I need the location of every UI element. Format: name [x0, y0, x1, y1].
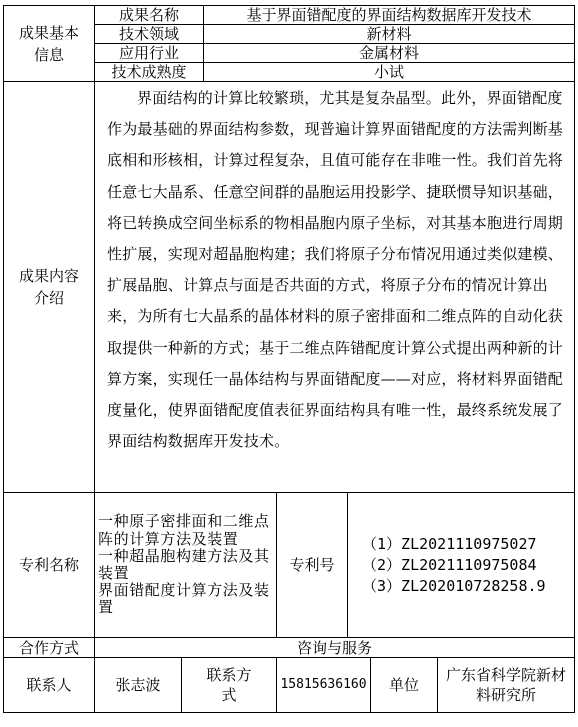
patent-name-2: 一种超晶胞构建方法及其装置 [98, 546, 270, 582]
patent-names-label: 专利名称 [4, 493, 95, 638]
industry-value: 金属材料 [204, 44, 575, 63]
achievement-info-table [3, 5, 575, 713]
tech-field-value: 新材料 [204, 25, 575, 44]
achievement-name-label: 成果名称 [95, 6, 204, 25]
contact-method-label: 联系方式 [182, 658, 277, 713]
maturity-label: 技术成熟度 [95, 63, 204, 82]
contact-person-label: 联系人 [4, 658, 95, 713]
patent-name-3: 界面错配度计算方法及装置 [98, 581, 270, 617]
achievement-name-value: 基于界面错配度的界面结构数据库开发技术 [204, 6, 575, 25]
unit-label: 单位 [371, 658, 438, 713]
intro-text: 界面结构的计算比较繁琐，尤其是复杂晶型。此外，界面错配度作为最基础的界面结构参数，现普遍计算界面错配度的方法需判断基底相和形核相，计算过程复杂，且值可能存在非唯一性。我们首先将任意七大晶系、任意空间群的晶胞运用投影学、捷联惯导知识基础，将已转换成空间坐标系的物相晶胞内原子坐标，对其基本胞进行周期性扩展，实现对超晶胞构建；我们将原子分布情况用通过类似建模、扩展晶胞、计算点与面是否共面的方式，将原子分布的情况计算出来，为所有七大晶系的晶体材料的原子密排面和二维点阵的自动化获取提供一种新的方式；基于二维点阵错配度计算公式提出两种新的计算方案，实现任一晶体结构与界面错配度——对应，将材料界面错配度量化，使界面错配度值表征界面结构具有唯一性，最终系统发展了界面结构数据库开发技术。 [95, 82, 575, 493]
industry-label: 应用行业 [95, 44, 204, 63]
maturity-value: 小试 [204, 63, 575, 82]
patent-names-list [95, 493, 277, 638]
cooperation-value: 咨询与服务 [95, 638, 575, 658]
unit-value: 广东省科学院新材料研究所 [438, 658, 575, 713]
intro-label: 成果内容介绍 [4, 82, 95, 493]
contact-phone: 15815636160 [277, 658, 371, 713]
cooperation-label: 合作方式 [4, 638, 95, 658]
patent-name-1: 一种原子密排面和二维点阵的计算方法及装置 [98, 512, 270, 548]
tech-field-label: 技术领域 [95, 25, 204, 44]
patent-numbers-list [348, 493, 575, 638]
basic-info-label: 成果基本信息 [4, 6, 95, 82]
patent-number-1: （1）ZL2021110975027 [362, 534, 537, 553]
patent-number-label: 专利号 [277, 493, 348, 638]
patent-number-3: （3）ZL202010728258.9 [362, 576, 546, 595]
contact-person-value: 张志波 [95, 658, 182, 713]
patent-number-2: （2）ZL2021110975084 [362, 555, 537, 574]
